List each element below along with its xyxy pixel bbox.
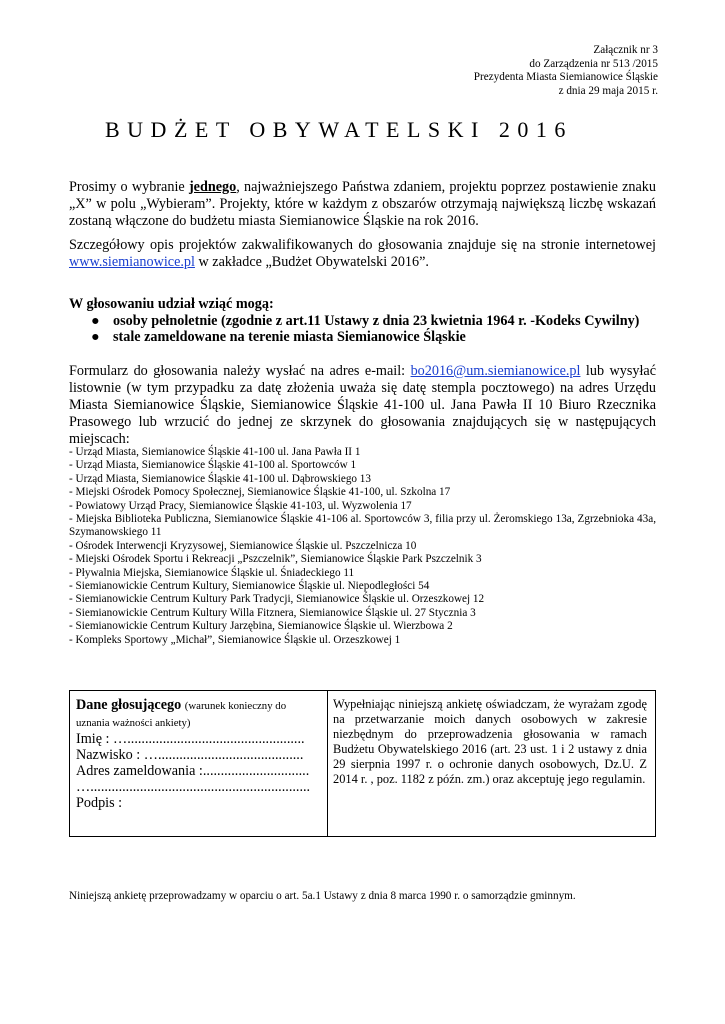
eligibility-item: [69, 329, 639, 345]
header-line: Załącznik nr 3: [593, 44, 658, 56]
intro-text-end: , najważniejszego Państwa zdaniem, projektu poprzez postawienie znaku „X” w polu „Wybieram”. Projekty, które w każdym z obszarów otrzymają największą liczbę wskazań zostaną włączone do budżetu miasta Siemianowice Śląskie na rok 2016.: [69, 179, 656, 229]
intro-paragraph: [69, 179, 656, 230]
location-item: - Pływalnia Miejska, Siemianowice Śląskie ul. Śniadeckiego 11: [69, 566, 355, 579]
details-text-end: w zakładce „Budżet Obywatelski 2016”.: [194, 254, 429, 270]
voting-heading: W głosowaniu udział wziąć mogą:: [69, 296, 274, 312]
location-item: - Kompleks Sportowy „Michał”, Siemianowice Śląskie ul. Orzeszkowej 1: [69, 633, 401, 646]
location-item: - Siemianowickie Centrum Kultury Park Tradycji, Siemianowice Śląskie ul. Orzeszkowej 12: [69, 593, 485, 606]
page-title: BUDŻET OBYWATELSKI 2016: [105, 117, 573, 142]
address-field-continued[interactable]: …..............................................................: [76, 779, 311, 795]
eligibility-list: [69, 313, 639, 345]
bullet-icon: ●: [91, 313, 100, 329]
legal-footer: Niniejszą ankietę przeprowadzamy w oparciu o art. 5a.1 Ustawy z dnia 8 marca 1990 r. o samorządzie gminnym.: [69, 890, 576, 902]
location-item: - Miejski Ośrodek Sportu i Rekreacji „Pszczelnik”, Siemianowice Śląskie Park Pszczelnik 3: [69, 553, 482, 566]
header-line: z dnia 29 maja 2015 r.: [558, 84, 658, 97]
signature-field[interactable]: Podpis :: [76, 795, 123, 811]
address-field[interactable]: Adres zameldowania :..............................: [76, 763, 310, 779]
first-name-field[interactable]: Imię : …..................................................: [76, 731, 305, 747]
bullet-icon: ●: [91, 329, 100, 345]
location-item: - Urząd Miasta, Siemianowice Śląskie 41-100 al. Sportowców 1: [69, 459, 357, 472]
details-text: Szczegółowy opis projektów zakwalifikowanych do głosowania znajduje się na stronie internetowej: [69, 237, 656, 253]
eligibility-text: osoby pełnoletnie (zgodnie z art.11 Ustawy z dnia 23 kwietnia 1964 r. -Kodeks Cywilny): [113, 313, 640, 329]
submission-text-end: lub wysyłać listownie (w tym przypadku za datę złożenia uważa się datę stempla pocztowego) na adres Urzędu Miasta Siemianowice Śląskie, Siemianowice Śląskie 41-100 ul. Jana Pawła II 10 Biuro Rzecznika Prasowego lub wrzucić do jednej ze skrzynek do głosowania znajdujących się w następujących miejscach:: [69, 363, 657, 447]
last-name-field[interactable]: Nazwisko : ….........................................: [76, 747, 304, 763]
location-item: - Siemianowickie Centrum Kultury Willa Fitznera, Siemianowice Śląskie ul. 27 Stycznia 3: [69, 606, 476, 619]
voter-data-heading: [76, 697, 321, 731]
location-item: - Siemianowickie Centrum Kultury Jarzębina, Siemianowice Śląskie ul. Wierzbowa 2: [69, 620, 453, 633]
voter-data-label: Dane głosującego: [76, 697, 182, 713]
website-link[interactable]: www.siemianowice.pl: [69, 254, 195, 270]
header-line: Prezydenta Miasta Siemianowice Śląskie: [473, 71, 658, 84]
header-line: do Zarządzenia nr 513 /2015: [529, 57, 658, 70]
location-item: - Siemianowickie Centrum Kultury, Siemianowice Śląskie ul. Niepodległości 54: [69, 580, 430, 593]
details-paragraph: [69, 237, 656, 271]
location-item: - Miejska Biblioteka Publiczna, Siemianowice Śląskie 41-106 al. Sportowców 3, filia przy ul. Żeromskiego 13a, Zgrzebnioka 43a, Szymanowskiego 11: [69, 513, 656, 539]
eligibility-item: [69, 313, 639, 329]
location-item: - Urząd Miasta, Siemianowice Śląskie 41-100 ul. Jana Pawła II 1: [69, 446, 361, 458]
location-item: - Miejski Ośrodek Pomocy Społecznej, Siemianowice Śląskie 41-100, ul. Szkolna 17: [69, 486, 451, 499]
submission-paragraph: [69, 363, 656, 448]
intro-emphasis: jednego: [188, 179, 237, 195]
consent-statement: Wypełniając niniejszą ankietę oświadczam, że wyrażam zgodę na przetwarzanie moich danych osobowych w zakresie niezbędnym do przeprowadzenia głosowania w ramach Budżetu Obywatelskiego 2016 (art. 23 ust. 1 i 2 ustawy z dnia 29 sierpnia 1997 r. o ochronie danych osobowych, Dz.U. Z 2014 r. , poz. 1182 z późn. zm.) oraz akceptuję jego regulamin.: [333, 697, 647, 786]
location-item: - Ośrodek Interwencji Kryzysowej, Siemianowice Śląskie ul. Pszczelnicza 10: [69, 539, 417, 552]
intro-text: Prosimy o wybranie: [69, 179, 189, 195]
ballot-box-locations: [69, 446, 656, 647]
voter-data-form: [69, 690, 656, 837]
attachment-header: [474, 44, 658, 98]
location-item: - Urząd Miasta, Siemianowice Śląskie 41-100 ul. Dąbrowskiego 13: [69, 472, 371, 485]
voter-data-fields: [70, 691, 328, 836]
location-item: - Powiatowy Urząd Pracy, Siemianowice Śląskie 41-103, ul. Wyzwolenia 17: [69, 499, 412, 512]
eligibility-text: stale zameldowane na terenie miasta Siemianowice Śląskie: [113, 329, 466, 345]
submission-text: Formularz do głosowania należy wysłać na adres e-mail:: [69, 363, 411, 379]
validity-note: (warunek konieczny do uznania ważności ankiety): [76, 700, 287, 729]
email-link[interactable]: bo2016@um.siemianowice.pl: [410, 363, 581, 379]
